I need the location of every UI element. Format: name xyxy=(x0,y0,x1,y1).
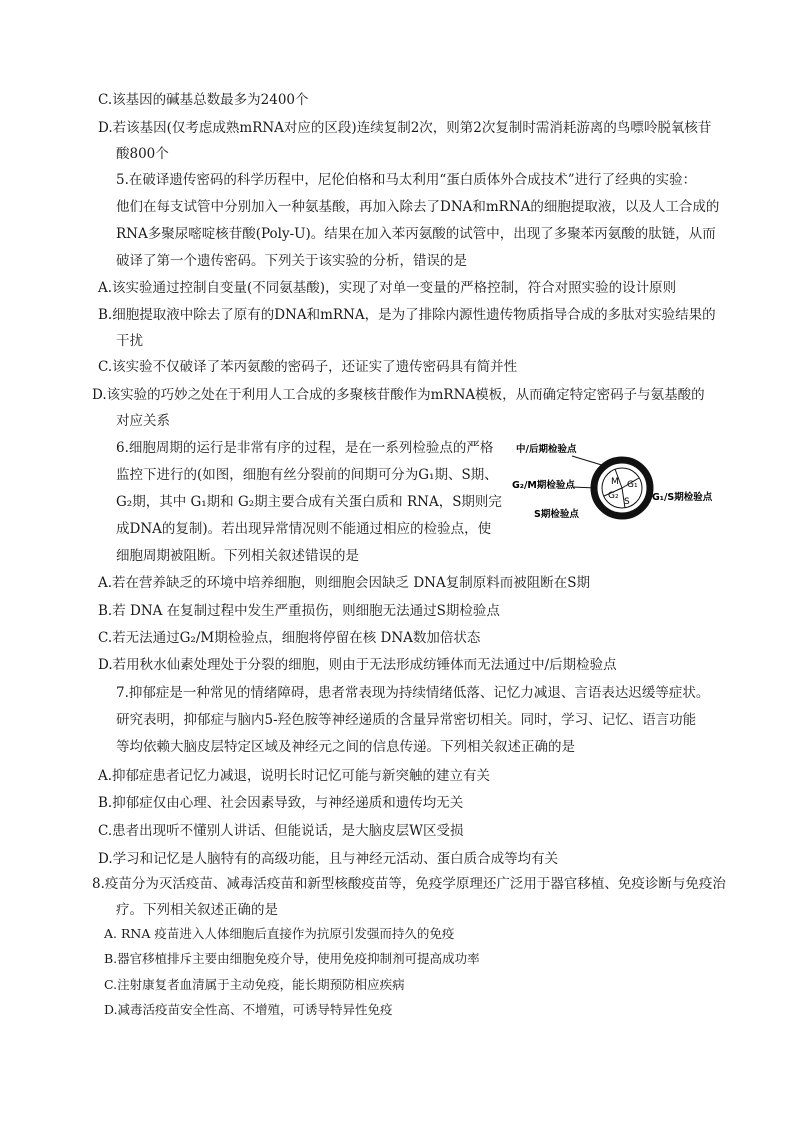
q8-option-c: C.注射康复者血清属于主动免疫，能长期预防相应疾病 xyxy=(104,977,405,992)
q5-stem-line2: 他们在每支试管中分别加入一种氨基酸，再加入除去了DNA和mRNA的细胞提取液，以及人工合成的 xyxy=(116,199,720,215)
q6-stem-line5: 细胞周期被阻断。下列相关叙述错误的是 xyxy=(116,548,359,564)
phase-m-label: M xyxy=(611,477,619,487)
phase-g2-label: G₂ xyxy=(608,491,619,501)
q6-stem-line2: 监控下进行的(如图，细胞有丝分裂前的间期可分为G₁期、S期、 xyxy=(116,467,498,483)
q6-option-c: C.若无法通过G₂/M期检验点，细胞将停留在核 DNA数加倍状态 xyxy=(98,630,481,646)
q7-option-a: A.抑郁症患者记忆力减退，说明长时记忆可能与新突触的建立有关 xyxy=(98,768,491,784)
q7-option-b: B.抑郁症仅由心理、社会因素导致，与神经递质和遗传均无关 xyxy=(98,795,464,811)
q8-option-b: B.器官移植排斥主要由细胞免疫介导，使用免疫抑制剂可提高成功率 xyxy=(104,951,480,966)
prev-option-d: D.若该基因(仅考虑成熟mRNA对应的区段)连续复制2次，则第2次复制时需消耗游离的鸟嘌呤脱氧核苷 xyxy=(98,120,712,136)
q5-option-d: D.该实验的巧妙之处在于利用人工合成的多聚核苷酸作为mRNA模板，从而确定特定密码子与氨基酸的 xyxy=(92,387,705,403)
q5-stem-line4: 破译了第一个遗传密码。下列关于该实验的分析，错误的是 xyxy=(116,253,467,269)
q5-stem-line3: RNA多聚尿嘧啶核苷酸(Poly-U)。结果在加入苯丙氨酸的试管中，出现了多聚苯丙氨酸的肽链，从而 xyxy=(116,226,716,242)
q6-option-d: D.若用秋水仙素处理处于分裂的细胞，则由于无法形成纺锤体而无法通过中/后期检验点 xyxy=(98,657,617,673)
q6-stem-line3: G₂期，其中 G₁期和 G₂期主要合成有关蛋白质和 RNA，S期则完 xyxy=(116,494,502,510)
phase-s-label: S xyxy=(624,497,630,507)
q5-option-c: C.该实验不仅破译了苯丙氨酸的密码子，还证实了遗传密码具有简并性 xyxy=(98,359,518,375)
label-g1s-checkpoint: G₁/S期检验点 xyxy=(652,492,713,503)
q5-option-a: A.该实验通过控制自变量(不同氨基酸)，实现了对单一变量的严格控制，符合对照实验的设计原则 xyxy=(98,280,677,296)
pointer-meta xyxy=(572,456,605,466)
q5-option-d-cont: 对应关系 xyxy=(116,413,170,429)
q7-stem-line3: 等均依赖大脑皮层特定区域及神经元之间的信息传递。下列相关叙述正确的是 xyxy=(116,739,575,755)
q6-stem-line1: 6.细胞周期的运行是非常有序的过程，是在一系列检验点的严格 xyxy=(116,440,494,456)
q5-stem-line1: 5.在破译遗传密码的科学历程中，尼伦伯格和马太利用“蛋白质体外合成技术”进行了经典的实验： xyxy=(116,172,697,188)
prev-option-c: C.该基因的碱基总数最多为2400个 xyxy=(98,92,309,108)
phase-g1-label: G₁ xyxy=(627,480,638,490)
q7-option-d: D.学习和记忆是人脑特有的高级功能，且与神经元活动、蛋白质合成等均有关 xyxy=(98,851,559,867)
q5-option-b: B.细胞提取液中除去了原有的DNA和mRNA，是为了排除内源性遗传物质指导合成的多肽对实验结果的 xyxy=(98,307,716,323)
q6-option-a: A.若在营养缺乏的环境中培养细胞，则细胞会因缺乏 DNA复制原料而被阻断在S期 xyxy=(98,575,590,591)
q8-stem-line2: 疗。下列相关叙述正确的是 xyxy=(116,902,278,918)
q6-stem-line4: 成DNA的复制)。若出现异常情况则不能通过相应的检验点，使 xyxy=(116,521,492,537)
q5-option-b-cont: 干扰 xyxy=(116,333,143,349)
q8-option-d: D.减毒活疫苗安全性高、不增殖，可诱导特异性免疫 xyxy=(104,1002,393,1017)
q8-option-a: A. RNA 疫苗进入人体细胞后直接作为抗原引发强而持久的免疫 xyxy=(104,926,455,941)
q7-option-c: C.患者出现听不懂别人讲话、但能说话，是大脑皮层W区受损 xyxy=(98,823,464,839)
label-g2m-checkpoint: G₂/M期检验点 xyxy=(512,480,575,491)
q7-stem-line2: 研究表明，抑郁症与脑内5-羟色胺等神经递质的含量异常密切相关。同时，学习、记忆、语言功能 xyxy=(116,712,697,728)
label-metaphase-checkpoint: 中/后期检验点 xyxy=(516,444,577,455)
q7-stem-line1: 7.抑郁症是一种常见的情绪障碍，患者常表现为持续情绪低落、记忆力减退、言语表达迟缓等症状。 xyxy=(116,685,710,701)
prev-option-d-cont: 酸800个 xyxy=(116,146,169,162)
cell-cycle-diagram xyxy=(512,432,722,542)
q6-option-b: B.若 DNA 在复制过程中发生严重损伤，则细胞无法通过S期检验点 xyxy=(98,603,500,619)
label-s-checkpoint: S期检验点 xyxy=(534,509,579,520)
q8-stem-line1: 8.疫苗分为灭活疫苗、减毒活疫苗和新型核酸疫苗等，免疫学原理还广泛用于器官移植、免疫诊断与免疫治 xyxy=(92,876,726,892)
